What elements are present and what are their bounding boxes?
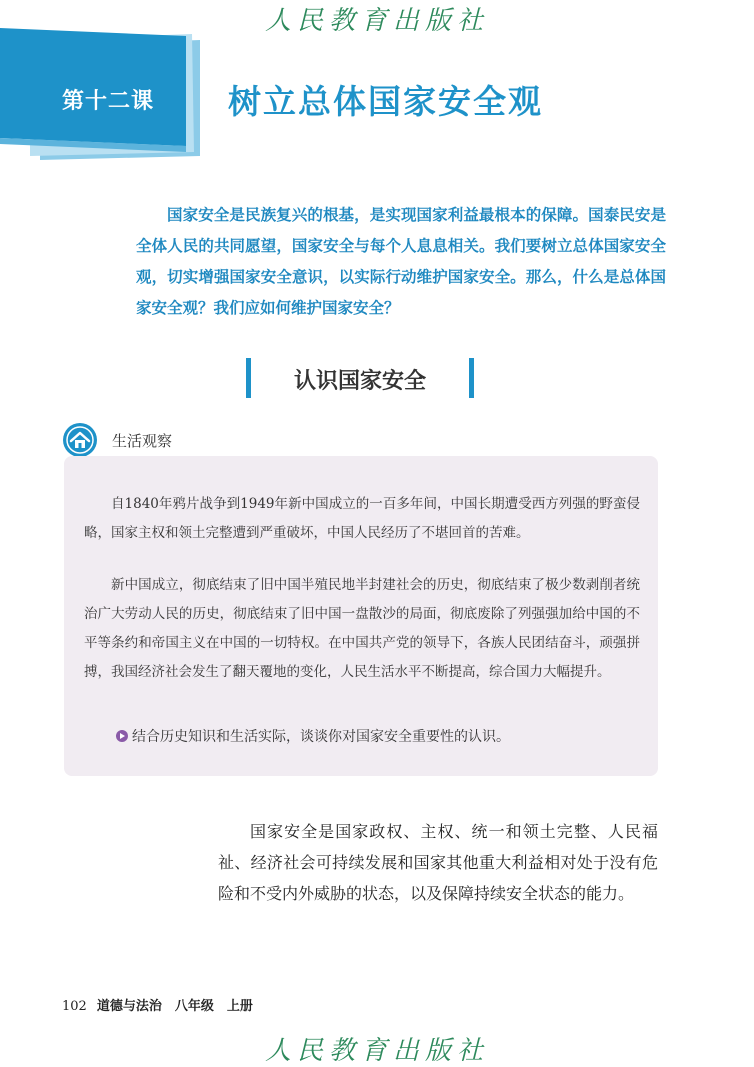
question-text: 结合历史知识和生活实际，谈谈你对国家安全重要性的认识。 bbox=[132, 729, 510, 745]
section-heading bbox=[246, 358, 474, 398]
section-bar-right bbox=[469, 358, 474, 398]
section-title: 认识国家安全 bbox=[293, 368, 426, 394]
observation-paragraph-2: 新中国成立，彻底结束了旧中国半殖民地半封建社会的历史，彻底结束了极少数剥削者统治广大劳动人民的历史，彻底结束了旧中国一盘散沙的局面，彻底废除了列强强加给中国的不平等条约和帝国主义在中国的一切特权。在中国共产党的领导下，各族人民团结奋斗，顽强拼搏，我国经济社会发生了翻天覆地的变化，人民生活水平不断提高，综合国力大幅提升。 bbox=[84, 577, 640, 680]
book-name: 道德与法治 八年级 上册 bbox=[96, 999, 253, 1014]
page-footer bbox=[62, 995, 253, 1014]
lesson-title: 树立总体国家安全观 bbox=[228, 82, 543, 121]
observation-paragraph-1: 自1840年鸦片战争到1949年新中国成立的一百多年间，中国长期遭受西方列强的野蛮侵略，国家主权和领土完整遭到严重破坏，中国人民经历了不堪回首的苦难。 bbox=[84, 496, 640, 541]
discussion-question bbox=[116, 726, 510, 746]
publisher-header: 人民教育出版社 bbox=[264, 6, 489, 36]
definition-paragraph: 国家安全是国家政权、主权、统一和领土完整、人民福祉、经济社会可持续发展和国家其他重大利益相对处于没有危险和不受内外威胁的状态，以及保障持续安全状态的能力。 bbox=[218, 822, 658, 903]
lesson-number: 第十二课 bbox=[62, 89, 155, 114]
intro-paragraph: 国家安全是民族复兴的根基，是实现国家利益最根本的保障。国泰民安是全体人民的共同愿望，国家安全与每个人息息相关。我们要树立总体国家安全观，切实增强国家安全意识，以实际行动维护国家安全。那么，什么是总体国家安全观？我们应如何维护国家安全？ bbox=[136, 206, 666, 317]
observation-label: 生活观察 bbox=[112, 432, 173, 450]
home-icon bbox=[62, 422, 98, 458]
publisher-footer: 人民教育出版社 bbox=[264, 1036, 489, 1066]
play-triangle-icon bbox=[116, 730, 128, 742]
page-number: 102 bbox=[62, 999, 87, 1014]
